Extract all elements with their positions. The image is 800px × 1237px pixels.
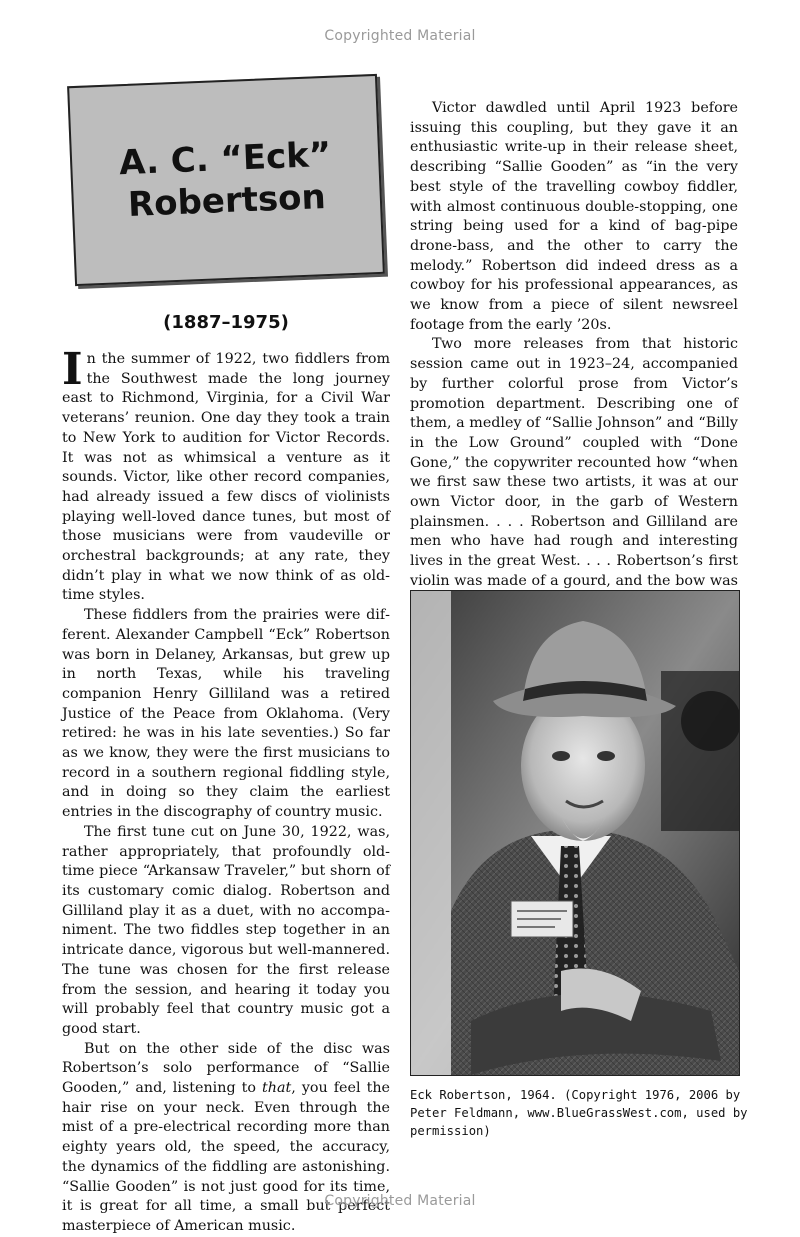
- photo-caption: Eck Robertson, 1964. (Copyright 1976, 2006 by Peter Feldmann, www.BlueGrassWest.com, used by permission): [410, 1088, 748, 1138]
- emphasis-that: that: [262, 1080, 292, 1097]
- life-dates: (1887–1975): [163, 312, 289, 333]
- left-text-column: [62, 344, 390, 1237]
- paragraph-1: [62, 344, 390, 606]
- copyright-watermark-top: Copyrighted Material: [324, 28, 476, 44]
- paragraph-5: Victor dawdled until April 1923 before issuing this coupling, but they gave it an enthusiastic write-up in their release sheet, describing “Sallie Gooden” as “in the very best style of the travelling cowboy fiddler, with almost continuous double-stopping, one string being used for a kind of bag-pipe drone-bass, and the other to carry the melody.” Robertson did indeed dress as a cowboy for his professional appearances, as we know from a piece of silent newsreel footage from the early ’20s.: [410, 100, 738, 333]
- right-text-column: [410, 99, 738, 631]
- copyright-watermark-bottom: Copyrighted Material: [324, 1193, 476, 1209]
- title-line-1: A. C. “Eck”: [118, 134, 332, 184]
- paragraph-6: Two more releases from that historic session came out in 1923–24, accompanied by further colorful prose from Victor’s promotion department. Describing one of them, a medley of “Sallie Johnson” and “Billy in the Low Ground” coupled with “Done Gone,” the copywriter recounted how “when we first saw these two artists, it was at our own Victor door, in the garb of Western plainsmen. . . . Robertson and Gilliland are men who have had rough and interesting lives in the great West. . . . Robertson’s first violin was made of a gourd, and the bow was: [410, 336, 738, 589]
- paragraph-1-text: n the summer of 1922, two fiddlers from the Southwest made the long journey east to Richmond, Virginia, for a Civil War veterans’ reunion. One day they took a train to New York to audition for Victor Records. It was not as whimsical a venture as it sounds. Victor, like other record companies, had already issued a few discs of violinists playing well-loved dance tunes, but most of those musicians were from vaudeville or orchestral backgrounds; at any rate, they didn’t play in what we now think of as old-time styles.: [62, 351, 390, 604]
- paragraph-3: The first tune cut on June 30, 1922, was, rather appropriately, that profoundly old-time piece “Arkansaw Traveler,” but shorn of its customary comic dialog. Robertson and Gilliland play it as a duet, with no accompaniment. The two fiddles step together in an intricate dance, vigorous but well-mannered. The tune was chosen for the first release from the session, and hearing it today you will probably feel that country music got a good start.: [62, 823, 390, 1037]
- paragraph-2: These fiddlers from the prairies were different. Alexander Campbell “Eck” Robertson was born in Delaney, Arkansas, but grew up in north Texas, while his traveling companion Henry Gilliland was a retired Justice of the Peace from Oklahoma. (Very retired: he was in his late seventies.) So far as we know, they were the first musicians to record in a southern regional fiddling style, and in doing so they claim the earliest entries in the discography of country music.: [62, 607, 390, 821]
- photo-illustration: [411, 591, 739, 1075]
- title-line-2: Robertson: [127, 177, 327, 225]
- title-box: [67, 74, 385, 286]
- paragraph-4-text-a: But on the other side of the disc was Robertson’s solo performance of “Sallie Gooden,” and, listening to: [62, 1040, 390, 1097]
- paragraph-4-text-b: , you feel the hair rise on your neck. Even through the mist of a pre-electrical recording more than eighty years old, the speed, the accuracy, the dynamics of the fiddling are astonishing. “Sallie Gooden” is not just good for its time, it is great for all time, a small but perfect masterpiece of American music.: [62, 1080, 390, 1234]
- drop-cap: I: [62, 344, 83, 395]
- eck-robertson-photo: [410, 590, 740, 1076]
